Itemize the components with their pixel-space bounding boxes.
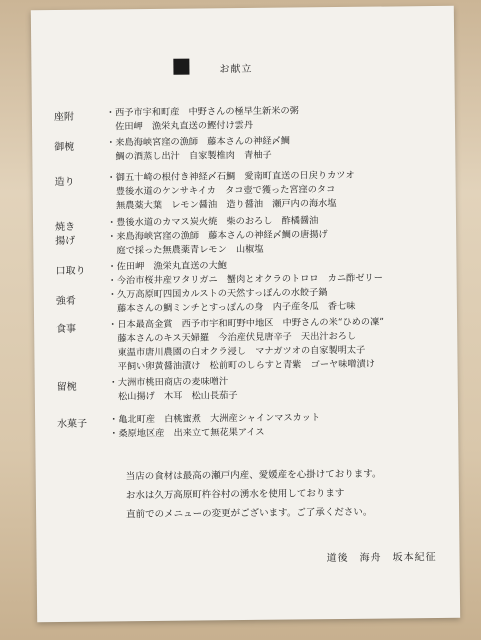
course-item-line: 無農薬大葉 レモン醤油 造り醤油 瀬戸内の海水塩 — [106, 198, 337, 212]
course-item-line: ・佐田岬 漁栄丸直送の大鮑 — [107, 260, 227, 273]
course-item-line: 松山揚げ 木耳 松山長茄子 — [108, 390, 238, 403]
note-line: 当店の食材は最高の瀬戸内産、愛媛産を心掛けております。 — [125, 468, 382, 483]
course-category: 強肴 — [55, 295, 76, 307]
course-category: 留椀 — [56, 381, 77, 393]
course-item-line: ・来島海峡宮窪の漁師 藤本さんの神経〆鯛の唐揚げ — [107, 229, 328, 243]
restaurant-logo-mark — [173, 59, 189, 75]
course-item-line: ・久万高原町四国カルストの天然すっぽんの水餃子鍋 — [107, 287, 328, 301]
course-item-line: ・豊後水道のカマス炭火焼 柴のおろし 酢橘醤油 — [106, 215, 319, 229]
course-category: 水菓子 — [57, 418, 88, 430]
course-item-line: 佐田岬 漁栄丸直送の鰹付け雲丹 — [105, 119, 254, 133]
course-category: 食事 — [56, 323, 77, 335]
course-category: 造り — [54, 176, 75, 188]
course-item-line: 豊後水道のケンサキイカ タコ壺で獲った宮窪のタコ — [106, 184, 336, 198]
course-item-line: 庭で採った無農薬青レモン 山椒塩 — [107, 243, 264, 257]
course-category: 御椀 — [54, 141, 75, 153]
course-item-line: ・今治市桜井産ワタリガニ 蟹肉とオクラのトロロ カニ酢ゼリー — [107, 272, 383, 287]
course-item-line: ・来島海峡宮窪の漁師 藤本さんの神経〆鯛 — [106, 135, 290, 149]
menu-paper — [31, 6, 460, 622]
course-category: 口取り — [55, 265, 86, 277]
menu-title: お献立 — [219, 63, 253, 76]
course-item-line: ・西予市宇和町産 中野さんの極早生新米の粥 — [105, 105, 299, 119]
course-category: 焼き — [55, 221, 76, 233]
course-category: 座附 — [53, 111, 74, 123]
note-line: お水は久万高原町杵谷村の湧水を使用しております — [125, 487, 345, 502]
course-item-line: ・亀北町産 白桃蜜煮 大洲産シャインマスカット — [109, 412, 321, 426]
menu-notes — [126, 465, 382, 525]
course-category: 揚げ — [55, 235, 76, 247]
course-item-line: 平飼い卵黄醤油漬け 松前町のしらすと青紫 ゴーヤ味噌漬け — [108, 358, 376, 373]
course-item-line: ・日本最高金賞 西予市宇和町野中地区 中野さんの米“ひめの凜” — [108, 316, 384, 331]
signature: 道後 海舟 坂本紀征 — [326, 552, 437, 565]
course-item-line: ・大洲市桃田商店の麦味噌汁 — [108, 376, 229, 389]
course-item-line: ・桑原地区産 出来立て無花果アイス — [109, 426, 265, 440]
course-item-line: ・御五十崎の根付き神経〆石鯛 愛南町直送の日戻りカツオ — [106, 169, 355, 184]
note-line: 直前でのメニューの変更がございます。ご了承ください。 — [126, 506, 373, 521]
course-item-line: 藤本さんのキス天婦羅 今治産伏見唐辛子 天出汁おろし — [108, 330, 357, 345]
course-item-line: 藤本さんの鯛ミンチとすっぽんの身 内子産冬瓜 香七味 — [107, 300, 356, 315]
course-item-line: 鯛の酒蒸し出汁 自家製椎肉 青柚子 — [106, 149, 272, 163]
course-item-line: 東温市唐川農園の白オクラ浸し マナガツオの自家製明太子 — [108, 344, 366, 359]
